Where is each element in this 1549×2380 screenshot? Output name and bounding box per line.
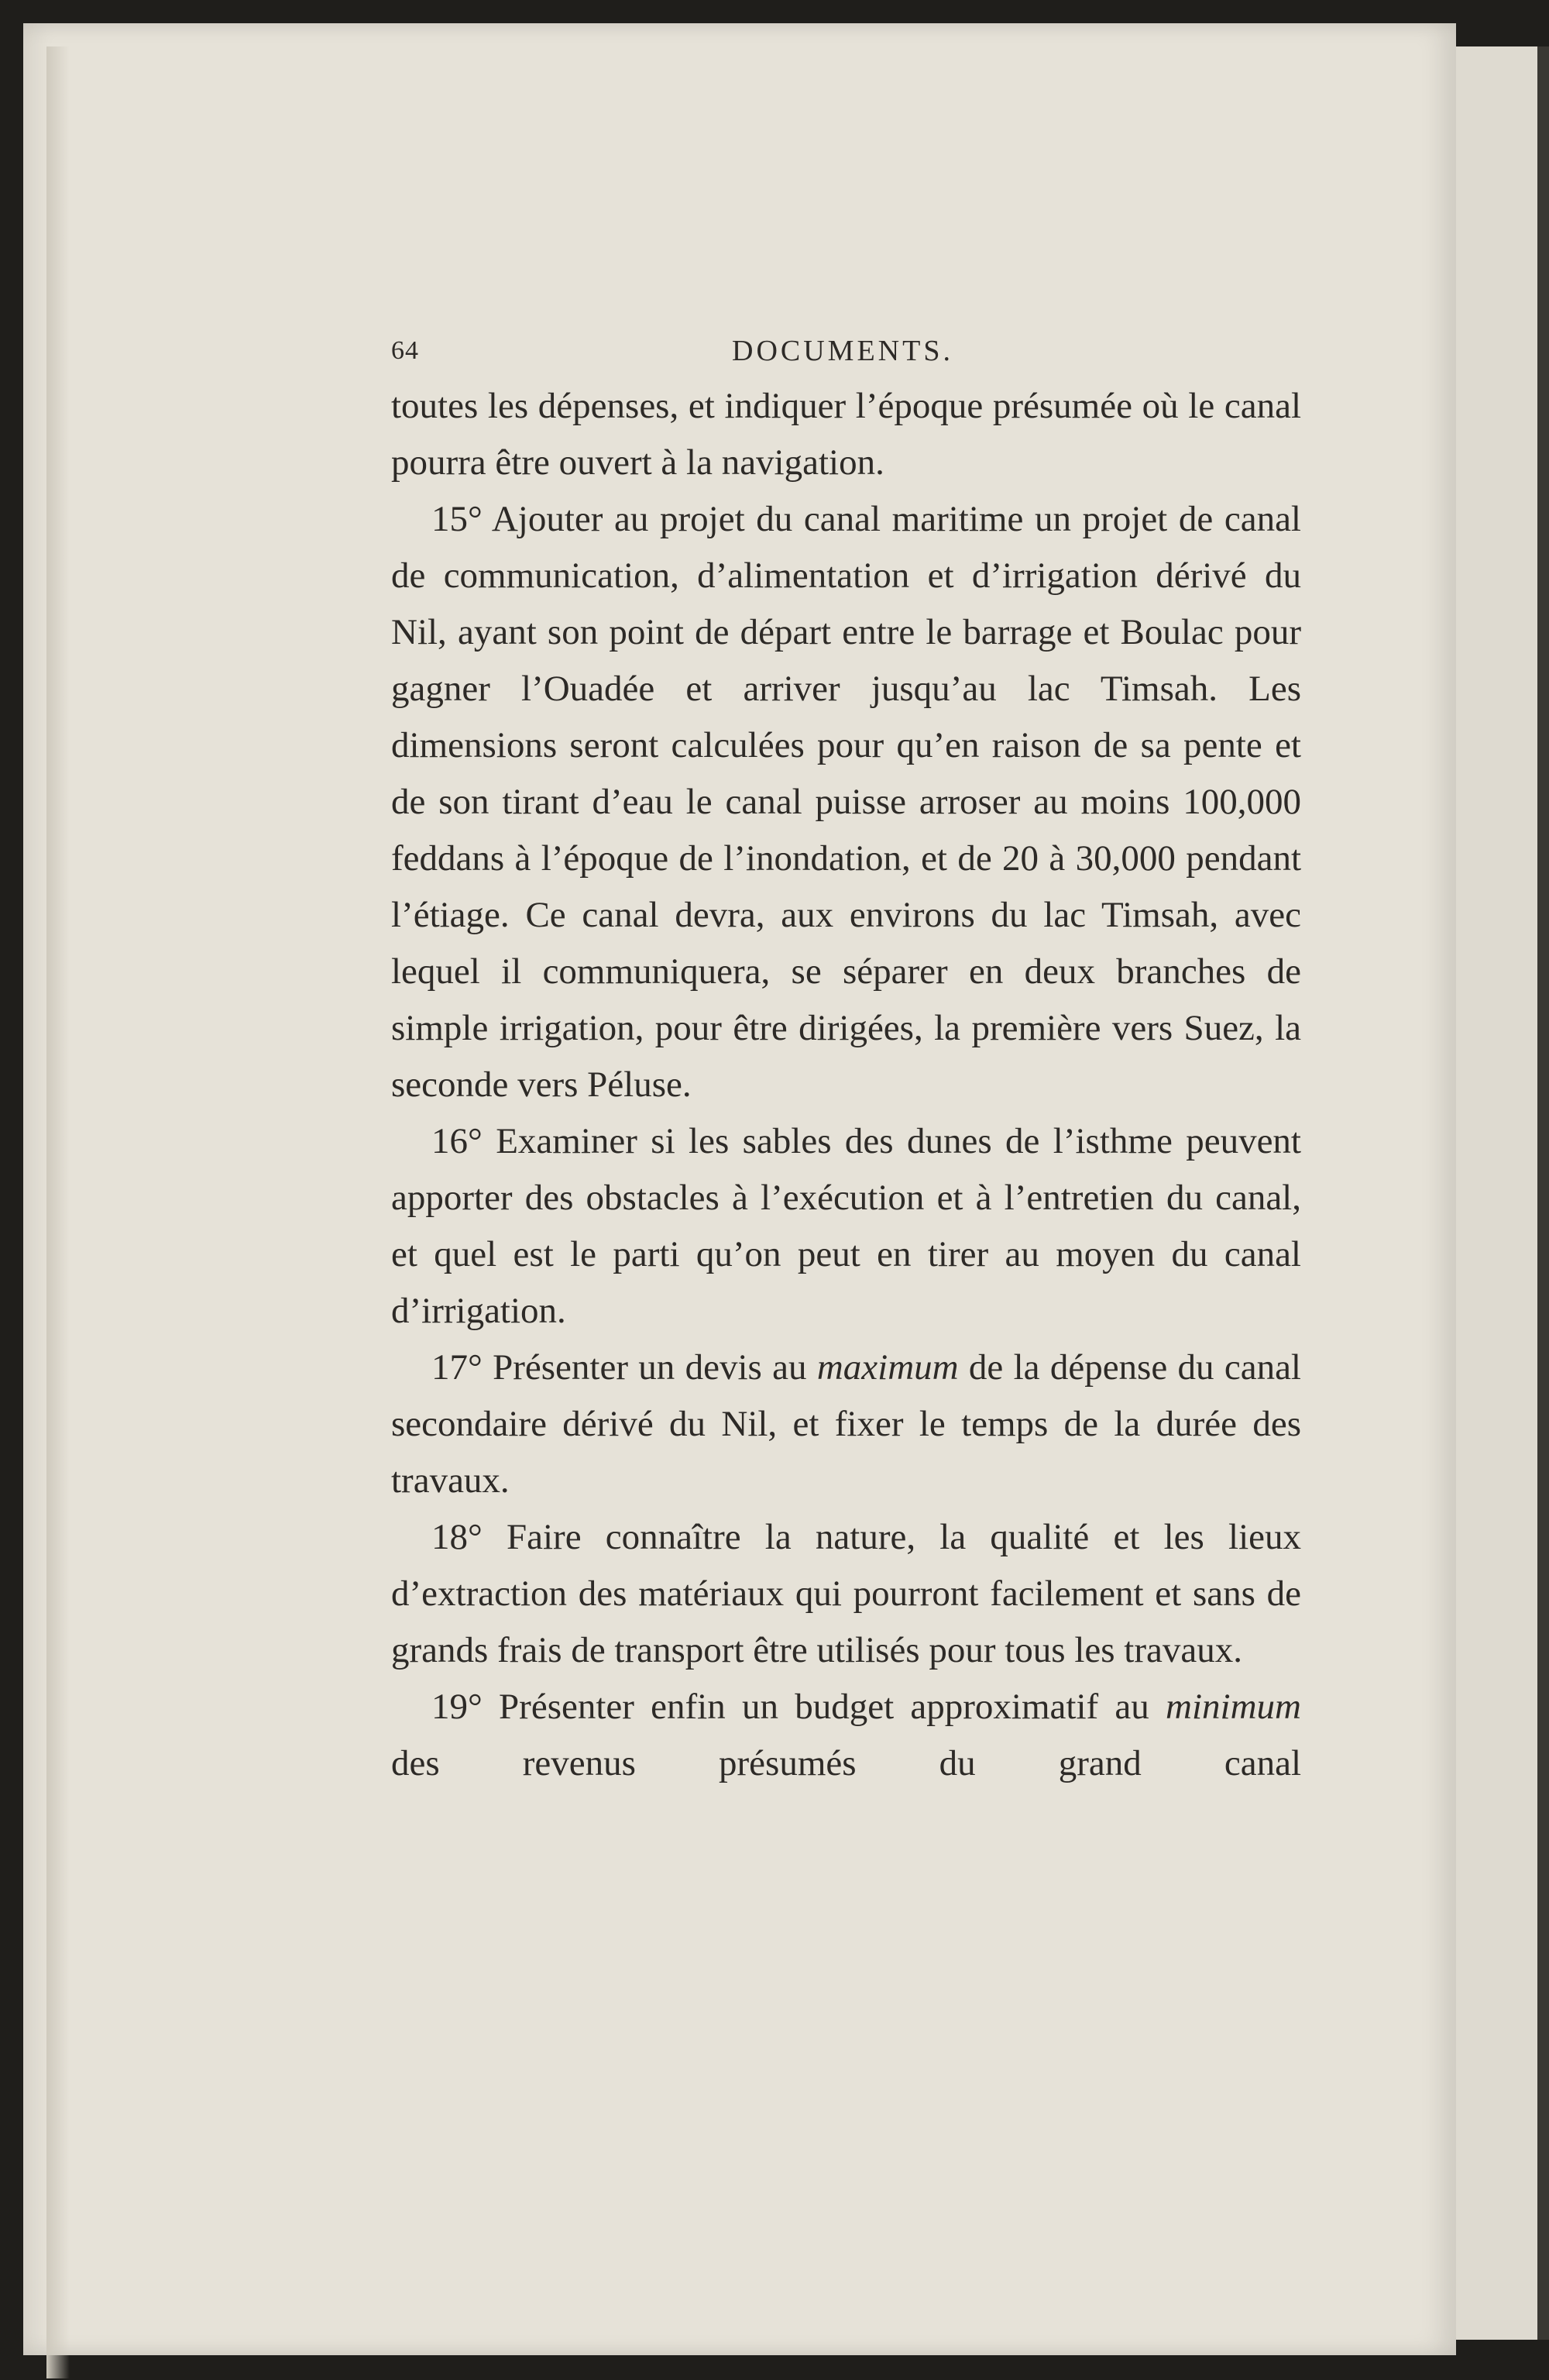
paragraph-continuation: toutes les dépenses, et indiquer l’époque présumée où le canal pourra être ouvert à la navigation. [391, 386, 1301, 483]
running-head-title: DOCUMENTS. [732, 335, 953, 367]
paragraph-item-15: 15° Ajouter au projet du canal maritime un projet de canal de communication, d’alimentation et d’irrigation dérivé du Nil, ayant son point de départ entre le barrage et Boulac pour gagner l’Ouadée et arriver jusqu’au lac Timsah. Les dimensions seront calculées pour qu’en raison de sa pente et de son tirant d’eau le canal puisse arroser au moins 100,000 feddans à l’époque de l’inondation, et de 20 à 30,000 pendant l’étiage. Ce canal devra, aux environs du lac Timsah, avec lequel il communiquera, se séparer en deux branches de simple irrigation, pour être dirigées, la première vers Suez, la seconde vers Péluse. [391, 499, 1301, 1105]
paragraph-item-19-start: 19° Présenter enfin un budget approximatif au [431, 1687, 1166, 1727]
italic-maximum: maximum [816, 1347, 959, 1388]
paragraph-item-17-start: 17° Présenter un devis au [431, 1347, 817, 1388]
facing-page-edge [1444, 46, 1540, 2340]
page-content [391, 324, 1301, 1792]
running-head [391, 324, 1301, 378]
paragraph-item-17 [391, 1340, 1301, 1509]
paragraph-item-18: 18° Faire connaître la nature, la qualité et les lieux d’extraction des matériaux qui pourront facilement et sans de grands frais de transport être utilisés pour tous les travaux. [391, 1517, 1301, 1670]
book-edge-shadow [1537, 46, 1549, 2340]
paragraph-item-19-end: des revenus présumés du grand canal [391, 1743, 1301, 1783]
page-number: 64 [391, 336, 419, 365]
body-text [391, 378, 1301, 1792]
paragraph-item-16: 16° Examiner si les sables des dunes de l’isthme peuvent apporter des obstacles à l’exécution et à l’entretien du canal, et quel est le parti qu’on peut en tirer au moyen du canal d’irrigation. [391, 1121, 1301, 1331]
page-gutter-shadow [46, 46, 70, 2378]
italic-minimum: minimum [1166, 1687, 1301, 1727]
paragraph-item-17-end: de la dépense du canal secondaire dérivé du Nil, et fixer le temps de la durée des travaux. [391, 1347, 1301, 1501]
paragraph-item-19 [391, 1679, 1301, 1792]
